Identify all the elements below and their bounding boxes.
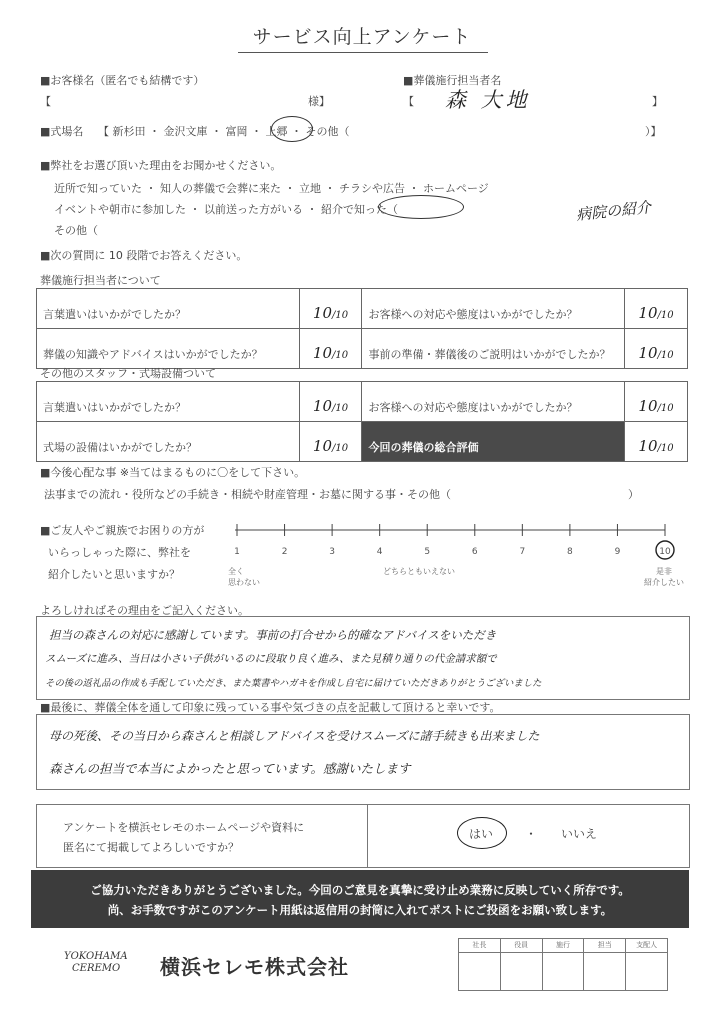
customer-name-label: ■お客様名（匿名でも結構です）: [40, 74, 205, 87]
final-line2: 森さんの担当で本当によかったと思っています。感謝いたします: [49, 761, 411, 776]
recommend-question-line3: 紹介したいと思いますか？: [48, 568, 180, 581]
publish-yes-circle: [457, 817, 507, 849]
comment-line1: 担当の森さんの対応に感謝しています。事前の打合せから的確なアドバイスをいただき: [49, 628, 497, 642]
scale-tick-label[interactable]: 7: [519, 547, 526, 557]
recommend-question-line2: いらっしゃった際に、弊社を: [48, 546, 191, 559]
stamp-label: 支配人: [626, 939, 668, 953]
final-box[interactable]: [36, 714, 690, 790]
question: 式場の設備はいかがでしたか？: [37, 422, 300, 462]
customer-bracket-open: 【: [40, 95, 51, 108]
score-denominator: /10: [657, 403, 674, 414]
score-denominator: /10: [332, 350, 349, 361]
venue-close: ）】: [645, 125, 662, 138]
question: お客様への対応や態度はいかがでしたか？: [362, 382, 625, 422]
scale-tick-label[interactable]: 8: [567, 547, 573, 557]
reason-handwritten[interactable]: 病院の紹介: [575, 198, 652, 224]
recommend-scale[interactable]: [225, 518, 685, 592]
table-row: [37, 422, 688, 462]
staff-name-label: ■葬儀施行担当者名: [403, 74, 502, 87]
question: 言葉遣いはいかがでしたか？: [37, 382, 300, 422]
score-value: 10: [312, 304, 332, 322]
scale-high-label1: 是非: [656, 567, 672, 576]
scale-low-label2: 思わない: [228, 578, 260, 587]
final-line1: 母の死後、その当日から森さんと相談しアドバイスを受けスムーズに諸手続きも出来ました: [49, 729, 540, 743]
staff-bracket-open: 【: [403, 95, 414, 108]
scale-low-label1: 全く: [228, 567, 244, 576]
stamp-table: [458, 938, 668, 991]
score-value: 10: [638, 344, 658, 362]
staff-name[interactable]: 森 大地: [445, 88, 531, 112]
comment-box[interactable]: [36, 616, 690, 700]
scale-tick-label[interactable]: 1: [234, 547, 240, 557]
scale-mid-label: どちらともいえない: [383, 567, 455, 576]
company-name: 横浜セレモ株式会社: [160, 955, 349, 979]
scale-tick-label[interactable]: 5: [424, 547, 431, 557]
score[interactable]: [625, 422, 688, 462]
score[interactable]: [625, 329, 688, 369]
scale-tick-label[interactable]: 9: [614, 547, 621, 557]
stamp-box[interactable]: [459, 953, 501, 991]
logo-top: YOKOHAMA: [64, 951, 128, 962]
staff-bracket-close: 】: [652, 95, 663, 108]
score-denominator: /10: [332, 310, 349, 321]
concerns-close: ）: [628, 488, 639, 501]
score-value: 10: [638, 397, 658, 415]
thanks-line1: ご協力いただきありがとうございました。今回のご意見を真摯に受け止め業務に反映していく所存です。: [90, 883, 630, 897]
thanks-banner: [31, 870, 689, 928]
thanks-line2: 尚、お手数ですがこのアンケート用紙は返信用の封筒に入れてポストにご投函をお願い致します。: [107, 903, 613, 917]
final-label: ■最後に、葬儀全体を通して印象に残っている事や気づきの点を記載して頂けると幸いです。: [40, 701, 501, 714]
company-logo: [64, 951, 128, 975]
publish-box: [36, 804, 690, 868]
venue-selected-circle: [271, 116, 313, 142]
reason-options-line1[interactable]: 近所で知っていた ・ 知人の葬儀で会葬に来た ・ 立地 ・ チラシや広告 ・ ホームページ: [54, 182, 489, 195]
title-underline: [238, 52, 488, 53]
other-section-title: その他のスタッフ・式場設備ついて: [40, 367, 216, 380]
question: 葬儀の知識やアドバイスはいかがでしたか？: [37, 329, 300, 369]
stamp-box[interactable]: [542, 953, 584, 991]
stamp-box-row: [459, 953, 668, 991]
scale-high-label2: 紹介したい: [644, 578, 684, 587]
other-rating-table: [36, 381, 688, 462]
score-denominator: /10: [332, 443, 349, 454]
stamp-header-row: [459, 939, 668, 953]
reason-label: ■弊社をお選び頂いた理由をお聞かせください。: [40, 159, 282, 172]
score[interactable]: [299, 422, 362, 462]
venue-options[interactable]: 【 新杉田 ・ 金沢文庫 ・ 富岡 ・ 上郷 ・ その他（: [98, 125, 350, 138]
concerns-options[interactable]: 法事までの流れ・役所などの手続き・相続や財産管理・お墓に関する事・その他（: [44, 488, 451, 501]
score-value: 10: [312, 397, 332, 415]
scale-tick-label[interactable]: 3: [329, 547, 335, 557]
staff-section-title: 葬儀施行担当者について: [40, 274, 161, 287]
page-title: サービス向上アンケート: [252, 26, 472, 48]
publish-question-line2: 匿名にて掲載してよろしいですか？: [63, 841, 239, 854]
stamp-box[interactable]: [584, 953, 626, 991]
scale-tick-label[interactable]: 2: [281, 547, 288, 557]
score-denominator: /10: [657, 350, 674, 361]
scale-tick-label[interactable]: 10: [659, 547, 671, 557]
table-row: [37, 329, 688, 369]
reason-options-line2[interactable]: イベントや朝市に参加した ・ 以前送った方がいる ・ 紹介で知った（: [54, 203, 398, 216]
stamp-label: 役員: [500, 939, 542, 953]
score[interactable]: [299, 329, 362, 369]
scale-tick-label[interactable]: 4: [376, 547, 383, 557]
score-value: 10: [638, 437, 658, 455]
publish-question-line1: アンケートを横浜セレモのホームページや資料に: [63, 821, 305, 834]
score-value: 10: [638, 304, 658, 322]
score-denominator: /10: [332, 403, 349, 414]
score[interactable]: [299, 289, 362, 329]
score-value: 10: [312, 437, 332, 455]
logo-bottom: CEREMO: [72, 963, 121, 974]
stamp-label: 施行: [542, 939, 584, 953]
stamp-box[interactable]: [626, 953, 668, 991]
overall-rating-question: 今回の葬儀の総合評価: [362, 422, 625, 462]
table-row: [37, 289, 688, 329]
stamp-box[interactable]: [500, 953, 542, 991]
question: 言葉遣いはいかがでしたか？: [37, 289, 300, 329]
publish-dot: ・: [525, 827, 538, 841]
score-value: 10: [312, 344, 332, 362]
scale-high-label: [644, 566, 684, 588]
score[interactable]: [299, 382, 362, 422]
stamp-label: 担当: [584, 939, 626, 953]
recommend-question-line1: ■ご友人やご親族でお困りの方が: [40, 524, 205, 537]
publish-yes[interactable]: はい: [469, 827, 494, 841]
score[interactable]: [625, 289, 688, 329]
scale-tick-label[interactable]: 6: [471, 547, 478, 557]
reason-selected-circle: [378, 195, 464, 219]
question: 事前の準備・葬儀後のご説明はいかがでしたか？: [362, 329, 625, 369]
reason-options-line3[interactable]: その他（: [54, 224, 98, 237]
rating-label: ■次の質問に 10 段階でお答えください。: [40, 249, 248, 262]
publish-no[interactable]: いいえ: [561, 827, 598, 841]
stamp-label: 社長: [459, 939, 501, 953]
question: お客様への対応や態度はいかがでしたか？: [362, 289, 625, 329]
publish-divider: [367, 805, 368, 867]
venue-label: ■式場名: [40, 125, 84, 138]
table-row: [37, 382, 688, 422]
scale-low-label: [228, 566, 260, 588]
score-denominator: /10: [657, 443, 674, 454]
score[interactable]: [625, 382, 688, 422]
comment-line2: スムーズに進み、当日は小さい子供がいるのに段取り良く進み、また見積り通りの代金請求額で: [45, 653, 497, 665]
concerns-label: ■今後心配な事 ※当てはまるものに〇をして下さい。: [40, 466, 306, 479]
staff-rating-table: [36, 288, 688, 369]
comment-line3: その後の返礼品の作成も手配していただき、また葉書やハガキを作成し自宅に届けていただきありがとうございました: [45, 678, 542, 689]
comment-label: よろしければその理由をご記入ください。: [40, 604, 249, 617]
score-denominator: /10: [657, 310, 674, 321]
customer-suffix: 様】: [308, 95, 330, 108]
